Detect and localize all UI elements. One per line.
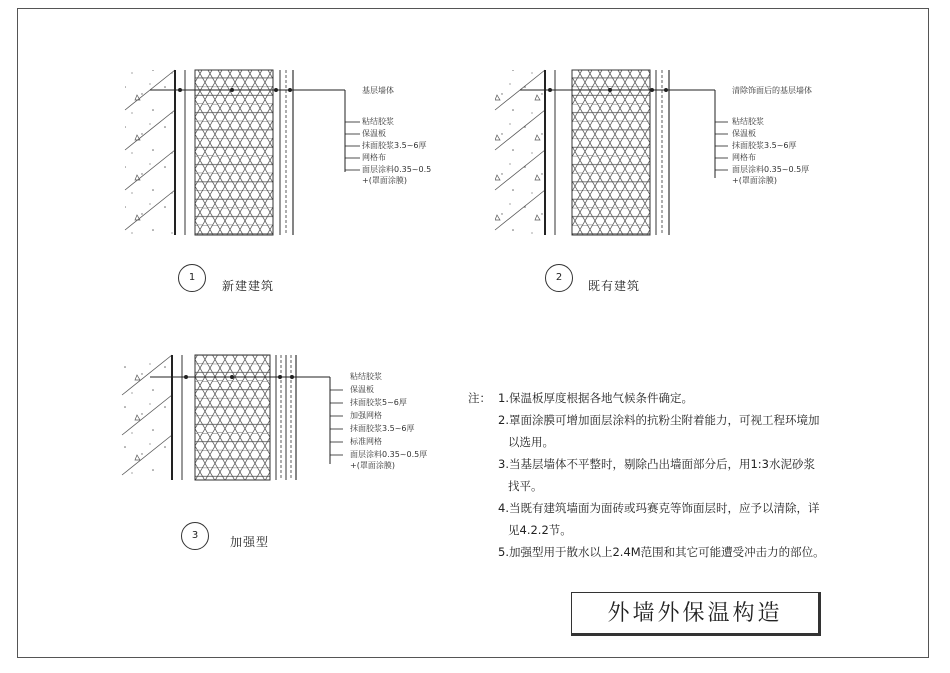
detail-1-label-plaster: 抹面胶浆3.5~6厚 bbox=[362, 141, 427, 150]
detail-2-number-circle: 2 bbox=[545, 264, 573, 292]
notes-heading: 注： bbox=[468, 391, 491, 405]
detail-3-number-circle: 3 bbox=[181, 522, 209, 550]
detail-2-label-mesh: 网格布 bbox=[732, 153, 756, 162]
detail-3-label-insulation-board: 保温板 bbox=[350, 385, 374, 394]
detail-2-label-adhesive: 粘结胶浆 bbox=[732, 117, 764, 126]
note-4-line-2: 见4.2.2节。 bbox=[508, 523, 572, 537]
note-1: 1.保温板厚度根据各地气候条件确定。 bbox=[498, 391, 693, 405]
detail-3-section bbox=[122, 355, 343, 480]
detail-3-label-plaster-thick: 抹面胶浆5~6厚 bbox=[350, 398, 407, 407]
detail-1-label-adhesive: 粘结胶浆 bbox=[362, 117, 394, 126]
note-2-line-1: 2.罩面涂膜可增加面层涂料的抗粉尘附着能力，可视工程环境加 bbox=[498, 413, 820, 427]
detail-3-label-standard-mesh: 标准网格 bbox=[350, 437, 382, 446]
detail-1-label-mesh: 网格布 bbox=[362, 153, 386, 162]
detail-1-section bbox=[125, 70, 360, 235]
detail-3-label-reinforced-mesh: 加强网格 bbox=[350, 411, 382, 420]
detail-1-label-insulation-board: 保温板 bbox=[362, 129, 386, 138]
detail-3-caption: 加强型 bbox=[230, 535, 270, 549]
note-3-line-2: 找平。 bbox=[508, 479, 543, 493]
detail-1-label-base-wall: 基层墙体 bbox=[362, 86, 394, 95]
note-5: 5.加强型用于散水以上2.4M范围和其它可能遭受冲击力的部位。 bbox=[498, 545, 825, 559]
detail-2-label-plaster: 抹面胶浆3.5~6厚 bbox=[732, 141, 797, 150]
detail-3-label-coating: 面层涂料0.35~0.5厚 bbox=[350, 450, 428, 459]
detail-1-caption: 新建建筑 bbox=[222, 279, 275, 293]
detail-2-section bbox=[495, 70, 728, 235]
drawing-title: 外墙外保温构造 bbox=[571, 592, 821, 636]
detail-3-label-cover-film: +(罩面涂膜) bbox=[350, 461, 395, 470]
note-4-line-1: 4.当既有建筑墙面为面砖或玛赛克等饰面层时，应予以清除，详 bbox=[498, 501, 820, 515]
detail-2-label-base-wall: 清除饰面后的基层墙体 bbox=[732, 86, 812, 95]
note-3-line-1: 3.当基层墙体不平整时，剔除凸出墙面部分后，用1:3水泥砂浆 bbox=[498, 457, 815, 471]
detail-2-label-insulation-board: 保温板 bbox=[732, 129, 756, 138]
detail-3-label-plaster: 抹面胶浆3.5~6厚 bbox=[350, 424, 415, 433]
detail-2-caption: 既有建筑 bbox=[588, 279, 641, 293]
detail-1-label-coating: 面层涂料0.35~0.5 bbox=[362, 165, 432, 174]
detail-1-label-cover-film: +(罩面涂膜) bbox=[362, 176, 407, 185]
detail-2-label-coating: 面层涂料0.35~0.5厚 bbox=[732, 165, 810, 174]
detail-2-label-cover-film: +(罩面涂膜) bbox=[732, 176, 777, 185]
note-2-line-2: 以选用。 bbox=[508, 435, 554, 449]
detail-1-number-circle: 1 bbox=[178, 264, 206, 292]
notes-block bbox=[468, 387, 918, 563]
detail-3-label-adhesive: 粘结胶浆 bbox=[350, 372, 382, 381]
